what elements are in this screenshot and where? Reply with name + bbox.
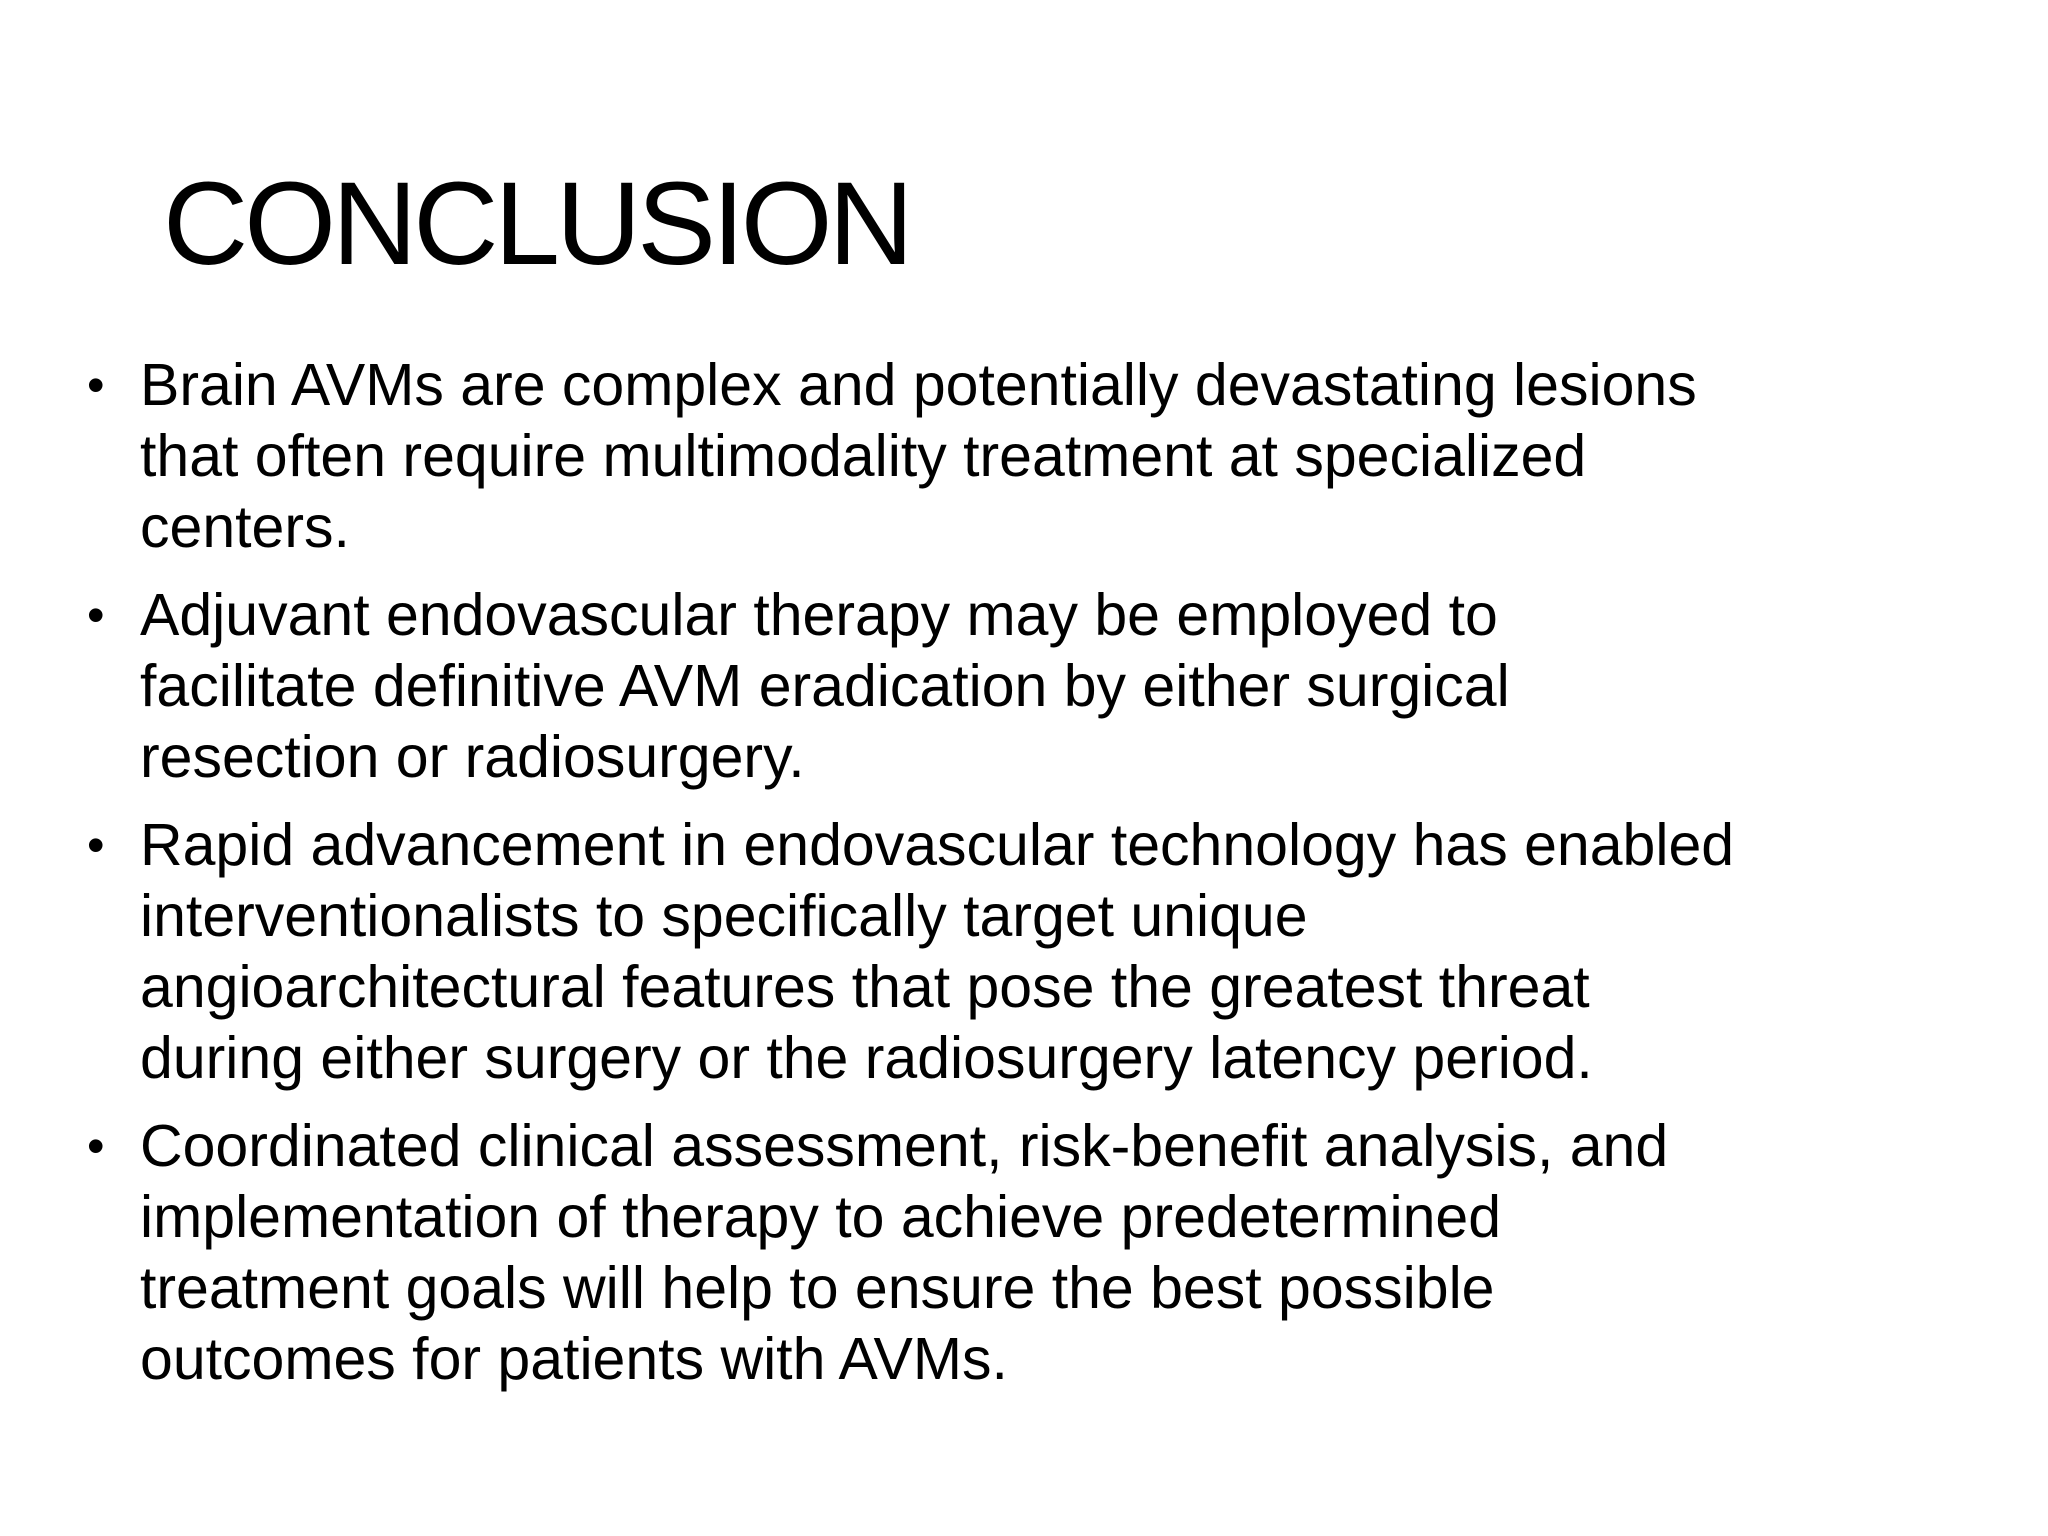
bullet-line: Adjuvant endovascular therapy may be employed to [140, 582, 1498, 648]
bullet-icon: • [87, 1118, 105, 1174]
bullet-line: interventionalists to specifically target unique [140, 883, 1308, 949]
bullet-list [84, 350, 1984, 1412]
bullet-line: facilitate definitive AVM eradication by either surgical [140, 653, 1510, 719]
bullet-line: angioarchitectural features that pose the greatest threat [140, 954, 1590, 1020]
bullet-icon: • [87, 587, 105, 643]
bullet-line: resection or radiosurgery. [140, 724, 805, 790]
bullet-item [84, 350, 1984, 563]
bullet-line: centers. [140, 494, 350, 560]
bullet-text [140, 810, 1984, 1094]
bullet-line: Rapid advancement in endovascular technology has enabled [140, 812, 1735, 878]
bullet-line: Coordinated clinical assessment, risk-benefit analysis, and [140, 1113, 1669, 1179]
bullet-item [84, 580, 1984, 793]
bullet-icon: • [87, 357, 105, 413]
bullet-text [140, 1111, 1984, 1395]
bullet-line: Brain AVMs are complex and potentially devastating lesions [140, 352, 1697, 418]
bullet-item [84, 1111, 1984, 1395]
bullet-item [84, 810, 1984, 1094]
bullet-text [140, 580, 1984, 793]
bullet-line: outcomes for patients with AVMs. [140, 1326, 1008, 1392]
bullet-line: that often require multimodality treatment at specialized [140, 423, 1587, 489]
bullet-icon: • [87, 817, 105, 873]
bullet-line: during either surgery or the radiosurgery latency period. [140, 1025, 1593, 1091]
bullet-line: implementation of therapy to achieve predetermined [140, 1184, 1502, 1250]
bullet-line: treatment goals will help to ensure the best possible [140, 1255, 1495, 1321]
slide-title: CONCLUSION [163, 158, 910, 290]
bullet-text [140, 350, 1984, 563]
